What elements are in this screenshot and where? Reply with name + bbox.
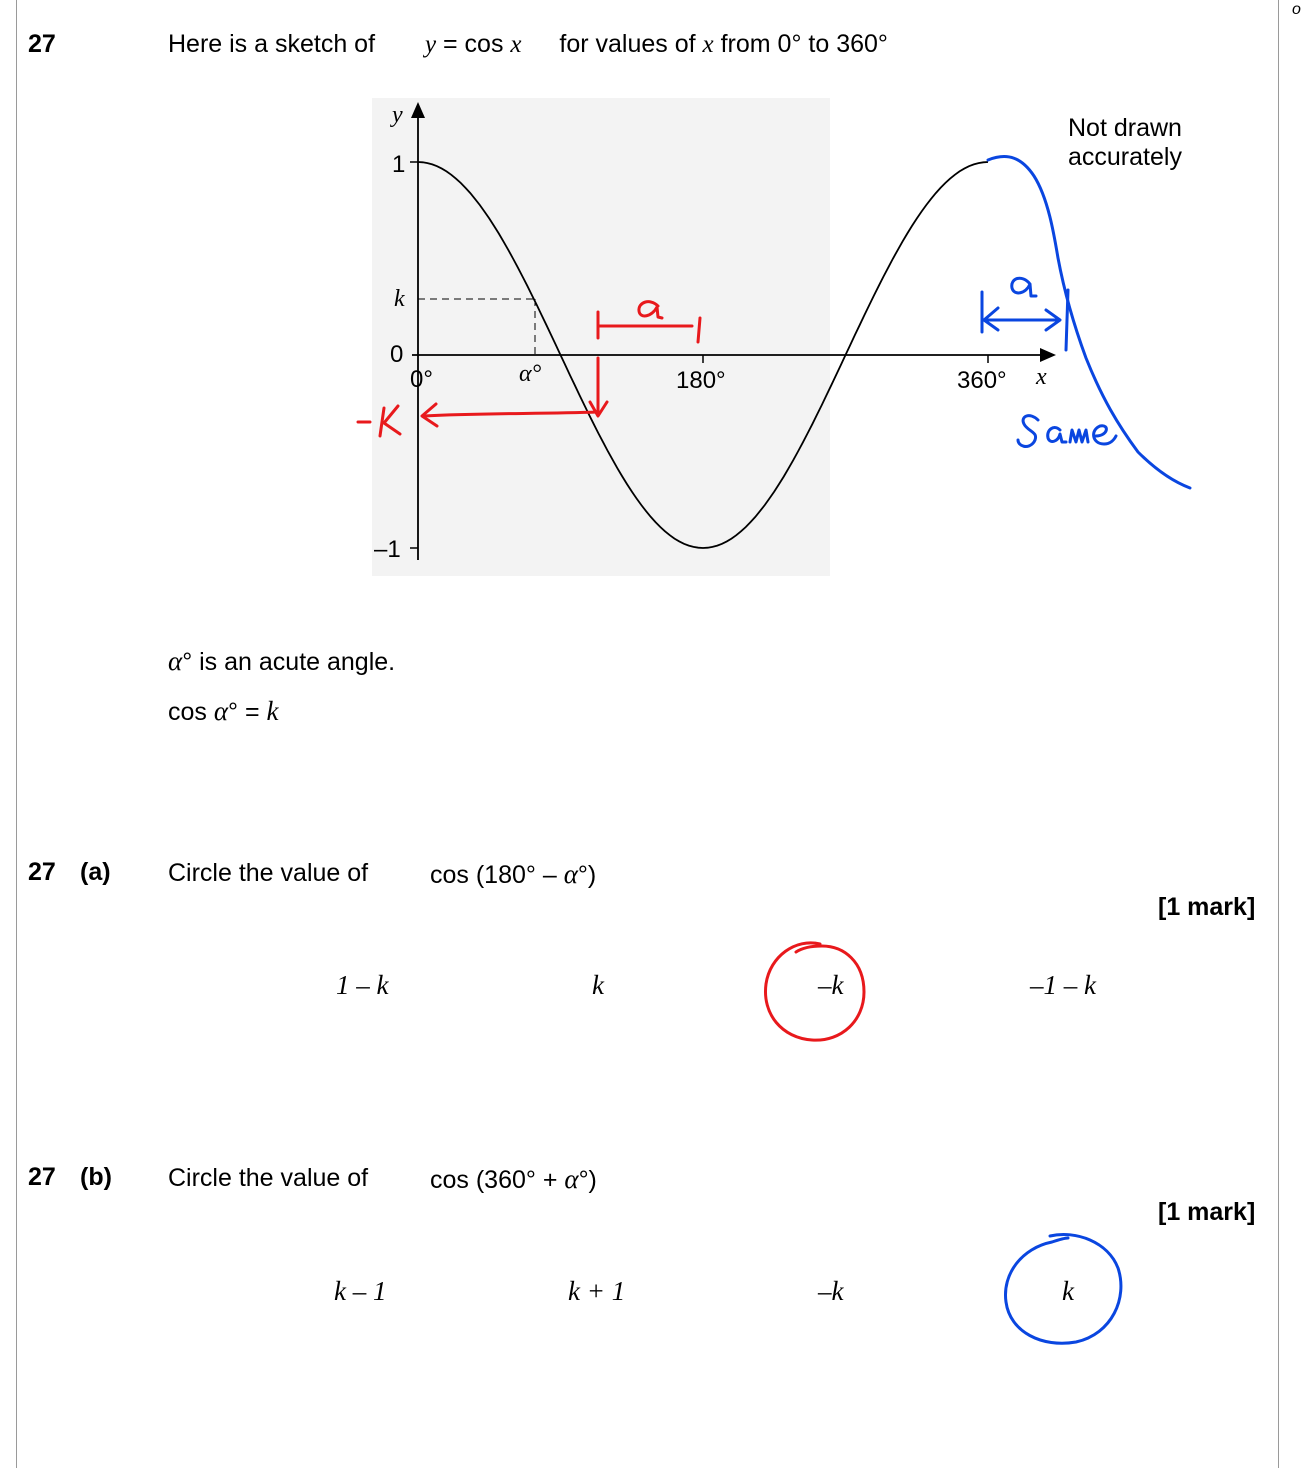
part-b-option-2[interactable]: k + 1 xyxy=(568,1276,626,1306)
part-b-number: 27 xyxy=(28,1163,56,1191)
part-b-blue-circle xyxy=(996,1226,1130,1354)
blue-bracket-right xyxy=(1066,290,1068,350)
part-b-expression xyxy=(430,1166,597,1193)
part-b-expr-close: °) xyxy=(578,1166,597,1194)
y-tick-label-0: 0 xyxy=(390,341,404,368)
part-a-prompt: Circle the value of xyxy=(168,859,369,887)
part-a-red-circle xyxy=(756,932,876,1050)
blue-letter-m xyxy=(1070,430,1088,442)
blue-letter-e xyxy=(1094,426,1116,444)
note-line-1: Not drawn xyxy=(1068,114,1182,142)
x-tick-label-0: 0° xyxy=(410,366,433,393)
part-a-option-3[interactable]: –k xyxy=(818,970,844,1000)
part-b-label: (b) xyxy=(80,1163,112,1191)
corner-mark: o xyxy=(1292,1,1301,18)
part-a-label: (a) xyxy=(80,858,111,886)
part-b-marks: [1 mark] xyxy=(1158,1198,1256,1226)
red-letter-a xyxy=(639,302,662,318)
alpha-acute-text: ° is an acute angle. xyxy=(182,648,396,676)
blue-letter-s xyxy=(1018,416,1038,447)
part-b-option-3[interactable]: –k xyxy=(818,1276,844,1306)
question-number: 27 xyxy=(28,30,56,58)
part-b-option-1[interactable]: k – 1 xyxy=(334,1276,387,1306)
intro-range-x: x xyxy=(702,31,714,58)
question-intro xyxy=(168,32,888,57)
blue-annotations xyxy=(960,150,1200,500)
intro-eq-y: y xyxy=(424,31,437,58)
part-b-option-4[interactable]: k xyxy=(1062,1276,1074,1306)
cos-text: cos xyxy=(168,698,214,726)
cos-alpha-equals-k xyxy=(168,698,279,725)
intro-range-a: for values of xyxy=(559,30,703,58)
intro-eq-mid: = cos xyxy=(436,30,511,58)
cos-alpha: α xyxy=(213,696,229,726)
part-b-expr-text: cos (360° + xyxy=(430,1166,565,1194)
part-a-expr-text: cos (180° – xyxy=(430,861,564,889)
y-tick-label-1: 1 xyxy=(392,151,406,178)
part-a-expr-alpha: α xyxy=(563,859,578,889)
part-a-expr-close: °) xyxy=(577,861,597,889)
red-k-arms xyxy=(384,406,400,434)
cos-k: k xyxy=(266,696,279,726)
part-a-expression xyxy=(430,861,596,888)
x-tick-label-alpha: α° xyxy=(519,361,542,387)
part-a-option-4[interactable]: –1 – k xyxy=(1030,970,1096,1000)
alpha-symbol: α xyxy=(168,646,183,676)
intro-range-b: from 0° to 360° xyxy=(713,30,888,58)
left-margin-line xyxy=(16,0,17,1468)
red-bracket-right xyxy=(698,318,700,342)
cos-equals: ° = xyxy=(228,698,267,726)
part-b-expr-alpha: α xyxy=(564,1164,579,1194)
x-tick-label-180: 180° xyxy=(676,367,726,394)
right-margin-line xyxy=(1278,0,1279,1468)
part-a-number: 27 xyxy=(28,858,56,886)
alpha-acute-line xyxy=(168,648,395,675)
part-a-marks: [1 mark] xyxy=(1158,893,1256,921)
red-annotations xyxy=(340,290,720,440)
part-a-option-1[interactable]: 1 – k xyxy=(336,970,389,1000)
y-tick-label-k: k xyxy=(394,286,405,312)
intro-text: Here is a sketch of xyxy=(168,30,376,58)
note-line-2: accurately xyxy=(1068,143,1182,171)
red-horizontal-arrow xyxy=(424,412,598,416)
part-b-prompt: Circle the value of xyxy=(168,1164,369,1192)
blue-letter-a xyxy=(1012,278,1036,296)
blue-letter-a2 xyxy=(1048,428,1066,442)
blue-extended-curve xyxy=(988,157,1190,488)
intro-eq-x: x xyxy=(510,31,522,58)
y-axis-label: y xyxy=(392,102,403,128)
part-a-option-2[interactable]: k xyxy=(592,970,604,1000)
x-tick-label-360: 360° xyxy=(957,367,1007,394)
y-tick-label-m1: –1 xyxy=(374,536,401,563)
x-axis-label: x xyxy=(1036,364,1047,390)
